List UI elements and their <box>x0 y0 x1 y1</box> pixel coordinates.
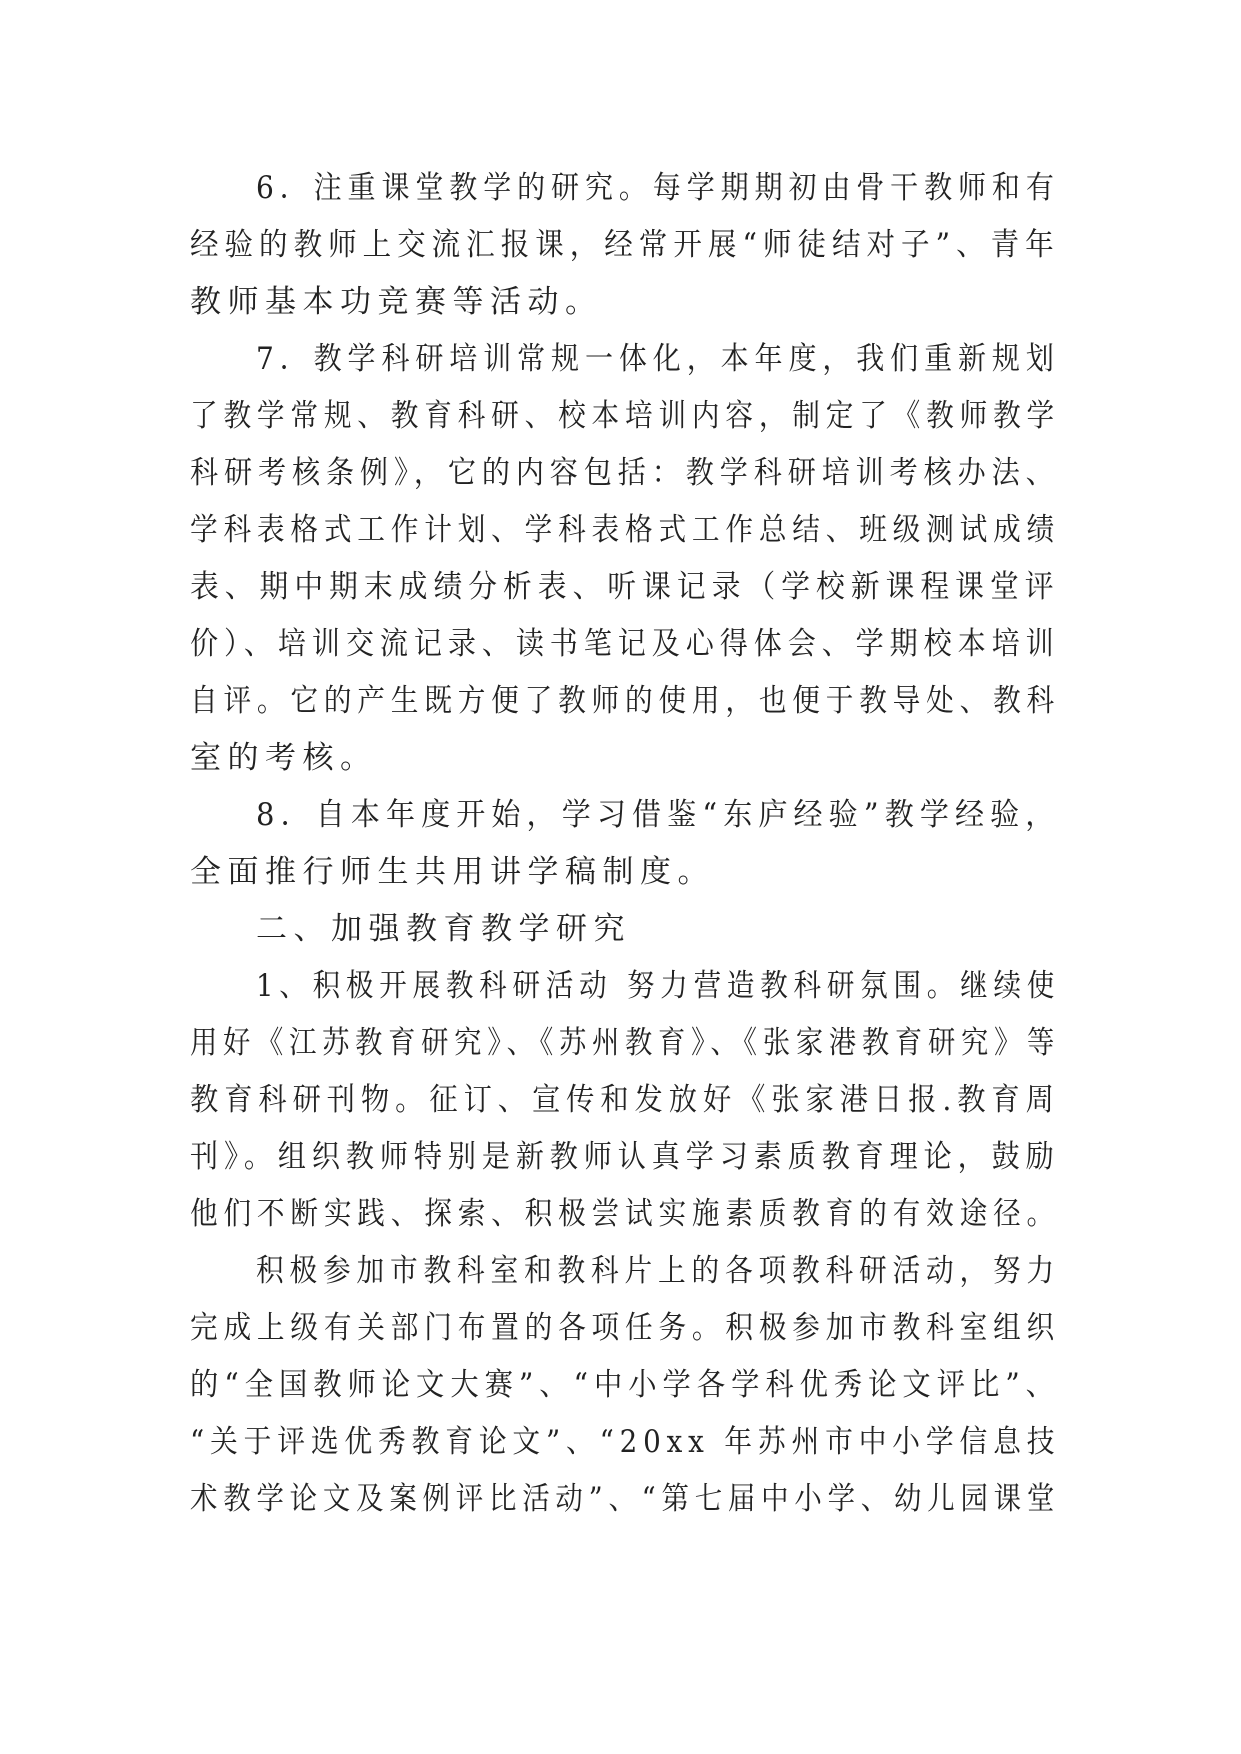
paragraph-line: 科研考核条例》，它的内容包括：教学科研培训考核办法、 <box>190 455 1060 491</box>
paragraph-line: 完成上级有关部门布置的各项任务。积极参加市教科室组织 <box>190 1310 1060 1346</box>
paragraph-line: 自评。它的产生既方便了教师的使用，也便于教导处、教科 <box>190 683 1060 719</box>
paragraph-line: 了教学常规、教育科研、校本培训内容，制定了《教师教学 <box>190 398 1060 434</box>
paragraph-line: “关于评选优秀教育论文”、“20xx 年苏州市中小学信息技 <box>190 1424 1061 1460</box>
paragraph-line: 7．教学科研培训常规一体化，本年度，我们重新规划 <box>256 341 1060 377</box>
paragraph-line: 价）、培训交流记录、读书笔记及心得体会、学期校本培训 <box>190 626 1060 662</box>
paragraph-line: 教育科研刊物。征订、宣传和发放好《张家港日报.教育周 <box>190 1082 1060 1118</box>
paragraph-line: 1、积极开展教科研活动 努力营造教科研氛围。继续使 <box>256 968 1061 1004</box>
paragraph-line: 表、期中期末成绩分析表、听课记录（学校新课程课堂评 <box>190 569 1060 605</box>
paragraph-line: 8．自本年度开始，学习借鉴“东庐经验”教学经验， <box>256 797 1061 833</box>
paragraph-line: 室的考核。 <box>190 740 378 776</box>
paragraph-line: 经验的教师上交流汇报课，经常开展“师徒结对子”、青年 <box>190 227 1060 263</box>
paragraph-line: 全面推行师生共用讲学稿制度。 <box>190 854 715 890</box>
paragraph-line: 积极参加市教科室和教科片上的各项教科研活动，努力 <box>256 1253 1060 1289</box>
paragraph-line: 术教学论文及案例评比活动”、“第七届中小学、幼儿园课堂 <box>190 1481 1061 1517</box>
paragraph-line: 学科表格式工作计划、学科表格式工作总结、班级测试成绩 <box>190 512 1060 548</box>
section-heading: 二、加强教育教学研究 <box>256 911 631 947</box>
paragraph-line: 教师基本功竞赛等活动。 <box>190 284 603 320</box>
paragraph-line: 的“全国教师论文大赛”、“中小学各学科优秀论文评比”、 <box>190 1367 1060 1403</box>
paragraph-line: 他们不断实践、探索、积极尝试实施素质教育的有效途径。 <box>190 1196 1060 1232</box>
paragraph-line: 用好《江苏教育研究》、《苏州教育》、《张家港教育研究》等 <box>190 1025 1061 1061</box>
paragraph-line: 6．注重课堂教学的研究。每学期期初由骨干教师和有 <box>256 170 1060 206</box>
paragraph-line: 刊》。组织教师特别是新教师认真学习素质教育理论，鼓励 <box>190 1139 1060 1175</box>
